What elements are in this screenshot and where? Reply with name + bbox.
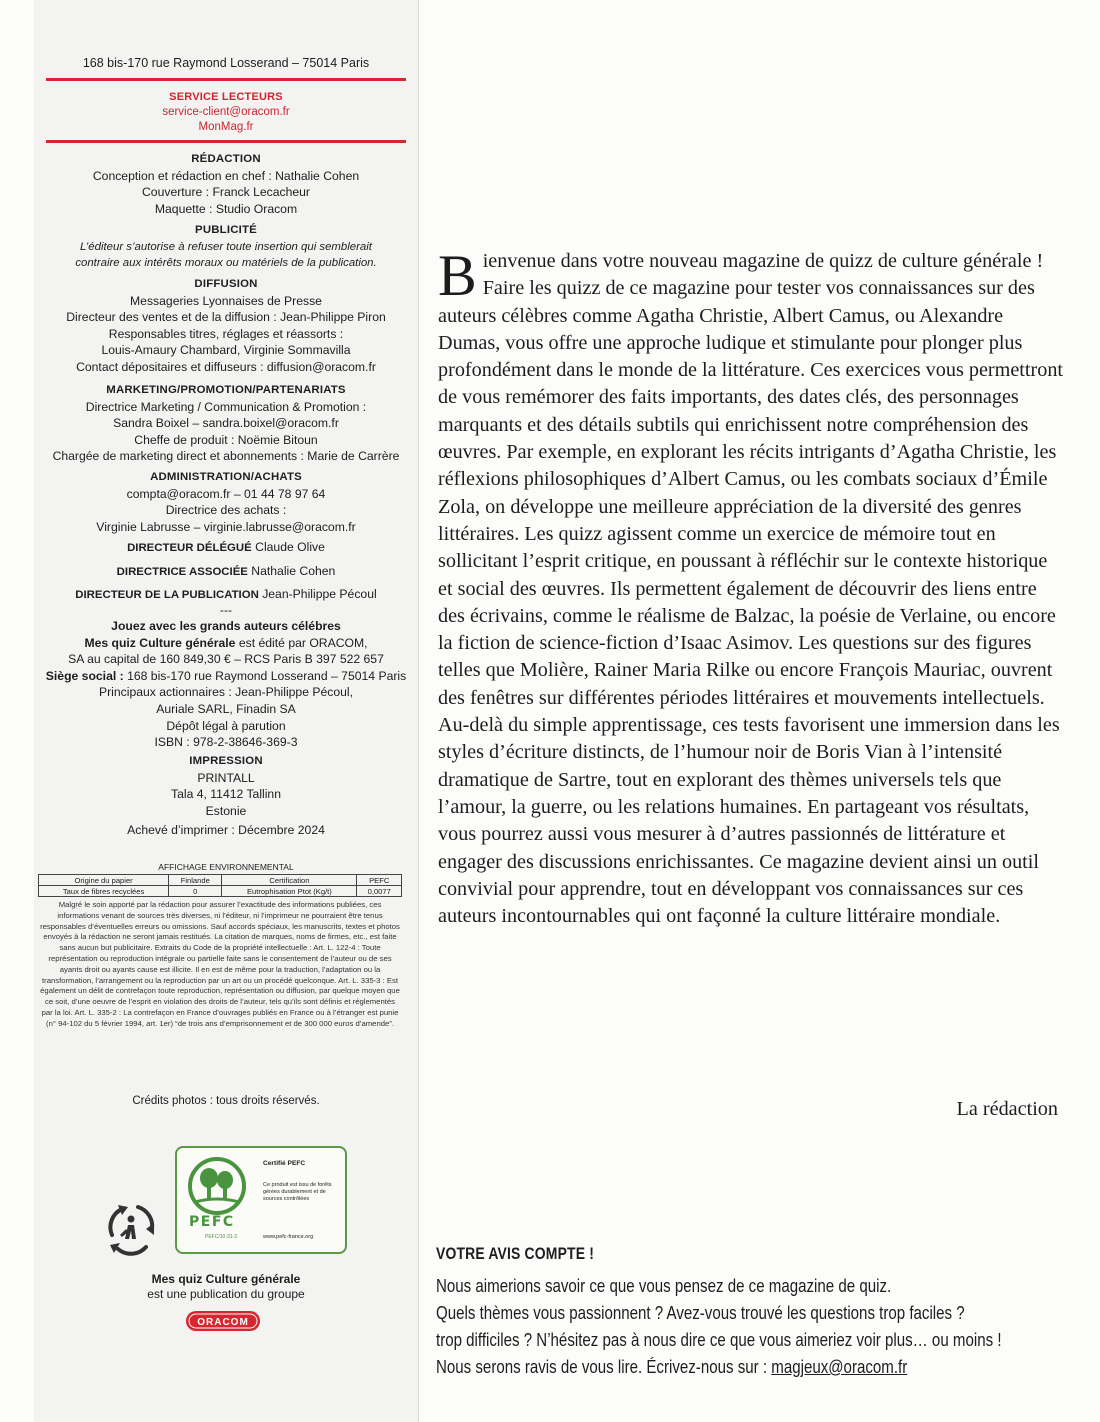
table-cell: 0: [169, 886, 222, 897]
credit-line: Couverture : Franck Lecacheur: [142, 185, 310, 200]
feedback-line: Quels thèmes vous passionnent ? Avez-vous trouvé les questions trop faciles ?: [436, 1302, 965, 1323]
table-cell: Origine du papier: [39, 875, 169, 886]
red-divider: [46, 140, 406, 143]
edition-line: Auriale SARL, Finadin SA: [156, 701, 296, 716]
directeur-delegue: DIRECTEUR DÉLÉGUÉ Claude Olive: [127, 540, 325, 554]
directeur-publication: DIRECTEUR DE LA PUBLICATION Jean-Philippe Pécoul: [75, 587, 377, 602]
directrice-associee: DIRECTRICE ASSOCIÉE Nathalie Cohen: [116, 563, 336, 578]
pefc-description: Ce produit est issu de forêts gérées durablement et de sources contrôlées: [263, 1182, 332, 1203]
editorial-paragraph: [438, 243, 1066, 930]
credit-line: Conception et rédaction en chef : Nathalie Cohen: [92, 168, 360, 183]
table-row: [39, 875, 402, 886]
credit-line: Estonie: [205, 803, 247, 818]
drop-cap: B: [438, 243, 477, 308]
diffusion-block: [34, 276, 418, 376]
pefc-word: PEFC: [189, 1214, 235, 1230]
service-lecteurs: [34, 90, 418, 135]
edition-line: SA au capital de 160 849,30 € – RCS Paris B 397 522 657: [68, 652, 384, 667]
legal-notice: Malgré le soin apporté par la rédaction pour assurer l’exactitude des informations publiées, ces informations venant de sources très diverses, ni l’éditeur, ni l’imprimeur ne pourraient être tenus responsables d’éventuelles erreurs ou omissions. Sauf accords spéciaux, les manuscrits, textes et photos envoyés à la rédaction ne seront jamais restitués. La citation de marques, noms de firmes, etc., est faite sans aucun but publicitaire. Extraits du Code de la propriété intellectuelle : Art. L. 122-4 : Toute représentation ou reproduction intégrale ou partielle faite sans le consentement de l’auteur ou de ses ayants droit ou ayants cause est illicite. Il en est de même pour la traduction, l’adaptation ou la transformation, l’arrangement ou la reproduction par un art ou un procédé quelconque. Art. L. 335-3 : Est également un délit de contrefaçon toute reproduction, représentation ou diffusion, par quelque moyen que ce soit, d’une oeuvre de l’esprit en violation des droits de l’auteur, tels qu’ils sont définis et réglementés par la loi. Art. L. 335-2 : La contrefaçon en France d’ouvrages publiés en France ou à l’étranger est punie (n° 94-102 du 5 février 1994, art. 1er) “de trois ans d’emprisonnement et de 300 000 euros d’amende”.: [40, 900, 400, 1028]
masthead-column: [34, 0, 419, 1422]
edition-line: Mes quiz Culture générale est édité par ORACOM,: [84, 635, 368, 650]
oracom-logo: [185, 1310, 261, 1332]
edition-line: Principaux actionnaires : Jean-Philippe Pécoul,: [98, 685, 354, 700]
pefc-url: www.pefc-france.org: [263, 1234, 314, 1240]
table-cell: Finlande: [169, 875, 222, 886]
edition-line: Dépôt légal à parution: [166, 718, 286, 733]
editorial-text: [438, 243, 1066, 930]
env-table: [38, 874, 402, 897]
redaction-block: [34, 151, 418, 217]
table-cell: Eutrophisation Ptot (Kg/t): [222, 886, 357, 897]
svg-text:ORACOM: ORACOM: [197, 1317, 249, 1328]
marketing-block: [34, 382, 418, 465]
service-heading: SERVICE LECTEURS: [169, 91, 283, 103]
env-title: AFFICHAGE ENVIRONNEMENTAL: [158, 862, 294, 872]
photo-credits: Crédits photos : tous droits réservés.: [132, 1095, 320, 1107]
directors-block: [34, 539, 418, 616]
section-heading: DIFFUSION: [194, 278, 258, 290]
feedback-line: Nous aimerions savoir ce que vous pensez de ce magazine de quiz.: [436, 1275, 892, 1296]
impression-block: [34, 753, 418, 819]
service-email-link[interactable]: service-client@oracom.fr: [162, 106, 290, 118]
recycle-triman-icon: [98, 1195, 164, 1261]
red-divider: [46, 78, 406, 81]
credit-line: PRINTALL: [197, 770, 255, 785]
pefc-code: PEFC/10-31-3: [205, 1234, 237, 1240]
table-cell: 0,0077: [357, 886, 402, 897]
separator: ---: [219, 602, 233, 617]
credit-line: Sandra Boixel – sandra.boixel@oracom.fr: [113, 416, 339, 431]
editorial-body: ienvenue dans votre nouveau magazine de quizz de culture générale ! Faire les quizz de ce magazine pour tester vos connaissances sur des auteurs célèbres comme Agatha Christie, Albert Camus, ou Alexandre Dumas, vous offre une approche ludique et stimulante pour plonger plus profondément dans le monde de la littérature. Ces exercices vous permettront de vous remémorer des faits importants, des dates clés, des personnages marquants et des détails subtils qui enrichissent notre compréhension des œuvres. Par exemple, en explorant les récits intrigants d’Agatha Christie, les réflexions philosophiques d’Albert Camus, ou les combats sociaux d’Émile Zola, on développe une meilleure appréciation de la diversité des genres littéraires. Les quizz agissent comme un exercice de mémoire tout en sollicitant l’esprit critique, en poussant à réfléchir sur le contexte historique et social des œuvres. Ils permettent également de découvrir des liens entre des écrivains, comme le réalisme de Balzac, la poésie de Verlaine, ou encore la fiction de science-fiction d’Isaac Asimov. Les questions sur des figures telles que Molière, Rainer Maria Rilke ou encore François Mauriac, ouvrent des fenêtres sur différentes périodes littéraires et mouvements intellectuels. Au-delà du simple apprentissage, ces tests favorisent une immersion dans les styles d’écriture distincts, de l’humour noir de Boris Vian à l’intensité dramatique de Sartre, tout en explorant des thèmes universels tels que l’amour, la guerre, ou les relations humaines. En partageant vos résultats, vous pourrez aussi vous mesurer à d’autres passionnés de littérature et engager des discussions enrichissantes. Ce magazine devient ainsi un outil convivial pour apprendre, tout en développant vos connaissances sur ces auteurs incontournables qui ont façonné la culture littéraire mondiale.: [438, 250, 1064, 928]
table-cell: PEFC: [357, 875, 402, 886]
publisher-address: 168 bis-170 rue Raymond Losserand – 75014 Paris: [82, 56, 370, 70]
service-site-link[interactable]: MonMag.fr: [198, 121, 254, 133]
credit-line: Louis-Amaury Chambard, Virginie Sommavilla: [101, 343, 351, 358]
print-date: Achevé d’imprimer : Décembre 2024: [127, 823, 325, 837]
credit-line: Maquette : Studio Oracom: [154, 201, 298, 216]
section-heading: PUBLICITÉ: [195, 224, 257, 236]
credit-line: Directrice des achats :: [165, 503, 287, 518]
edition-title: Jouez avec les grands auteurs célébres: [111, 619, 341, 633]
edition-block: [34, 618, 418, 751]
credit-line: Tala 4, 11412 Tallinn: [171, 787, 281, 802]
credit-line: L’éditeur s’autorise à refuser toute insertion qui semblerait: [80, 240, 372, 253]
credit-line: Chargée de marketing direct et abonnements : Marie de Carrère: [52, 449, 400, 464]
credit-line: Contact dépositaires et diffuseurs : diffusion@oracom.fr: [76, 359, 376, 374]
signature: La rédaction: [956, 1098, 1058, 1120]
edition-line: ISBN : 978-2-38646-369-3: [154, 735, 298, 750]
feedback-line: Nous serons ravis de vous lire. Écrivez-nous sur : magjeux@oracom.fr: [436, 1356, 908, 1377]
admin-block: [34, 469, 418, 535]
credit-line: Directeur des ventes et de la diffusion : Jean-Philippe Piron: [66, 310, 386, 325]
publicite-block: [34, 222, 418, 272]
pefc-cert-title: Certifié PEFC: [263, 1160, 306, 1167]
feedback-email-link[interactable]: magjeux@oracom.fr: [771, 1356, 908, 1377]
table-cell: Certification: [222, 875, 357, 886]
group-statement: [34, 1272, 418, 1302]
group-line: est une publication du groupe: [147, 1287, 305, 1301]
credit-line: Directrice Marketing / Communication & Promotion :: [85, 399, 367, 414]
section-heading: ADMINISTRATION/ACHATS: [150, 471, 302, 483]
credit-line: contraire aux intérêts moraux ou matériels de la publication.: [75, 257, 377, 270]
credit-line: Virginie Labrusse – virginie.labrusse@oracom.fr: [96, 519, 356, 534]
credit-line: compta@oracom.fr – 01 44 78 97 64: [126, 486, 326, 501]
table-row: [39, 886, 402, 897]
section-heading: IMPRESSION: [189, 755, 263, 767]
section-heading: MARKETING/PROMOTION/PARTENARIATS: [106, 384, 346, 396]
feedback-body: [436, 1272, 1002, 1380]
pefc-label: [175, 1146, 347, 1254]
edition-line: Siège social : 168 bis-170 rue Raymond Losserand – 75014 Paris: [45, 668, 407, 683]
table-cell: Taux de fibres recyclées: [39, 886, 169, 897]
credit-line: Responsables titres, réglages et réassorts :: [108, 326, 344, 341]
group-mag-name: Mes quiz Culture générale: [151, 1272, 301, 1286]
credit-line: Cheffe de produit : Noëmie Bitoun: [134, 432, 318, 447]
feedback-title: VOTRE AVIS COMPTE !: [436, 1244, 595, 1263]
credit-line: Messageries Lyonnaises de Presse: [130, 293, 322, 308]
feedback-line: trop difficiles ? N’hésitez pas à nous dire ce que vous aimeriez voir plus… ou moins !: [436, 1329, 1002, 1350]
section-heading: RÉDACTION: [191, 153, 261, 165]
